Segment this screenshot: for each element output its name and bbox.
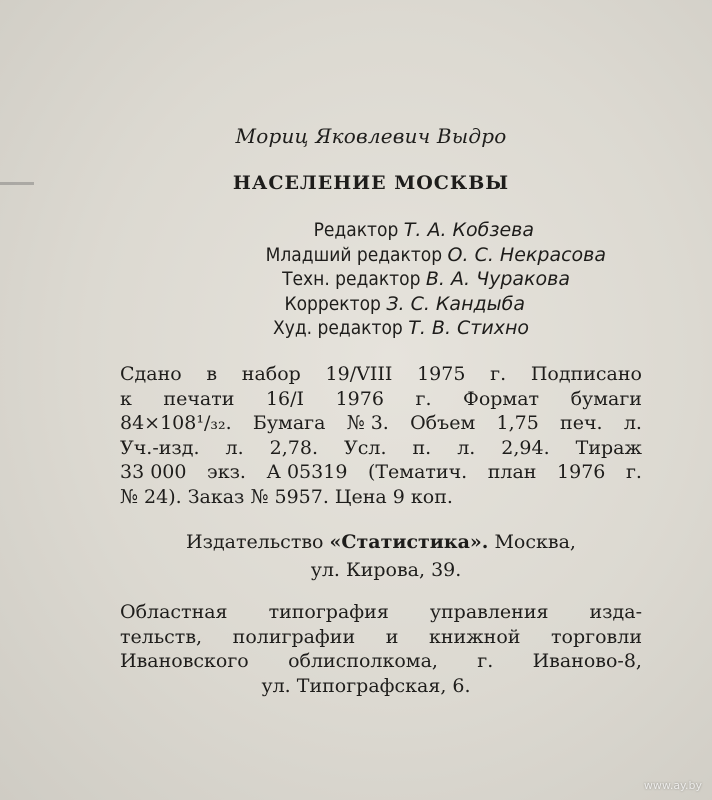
imprint-word: печ. bbox=[560, 412, 603, 434]
imprint-word: Усл. bbox=[344, 436, 387, 459]
printer-word: г. bbox=[477, 650, 494, 672]
imprint-word: Подписано bbox=[530, 363, 642, 385]
imprint-word: Уч.-изд. bbox=[120, 436, 200, 459]
publisher-address: ул. Кирова, 39. bbox=[310, 559, 462, 581]
imprint-word: 33 000 bbox=[120, 461, 187, 483]
publisher-name: «Статистика». bbox=[329, 531, 489, 553]
imprint-word: 1,75 bbox=[496, 412, 539, 434]
imprint-line bbox=[120, 362, 642, 387]
credit-role: Младший редактор bbox=[265, 243, 443, 266]
imprint-word: л. bbox=[225, 436, 244, 459]
imprint-word: 2,94. bbox=[501, 436, 550, 459]
publisher-line bbox=[120, 528, 642, 556]
credit-role: Корректор bbox=[284, 292, 381, 315]
credit-person: Т. В. Стихно bbox=[408, 317, 529, 339]
publisher-prefix: Издательство bbox=[186, 531, 324, 553]
printer-word: торговли bbox=[551, 625, 642, 648]
imprint-word: план bbox=[487, 461, 537, 483]
credit-editor bbox=[158, 218, 606, 243]
imprint-word: 1976 bbox=[557, 461, 606, 483]
imprint-line bbox=[120, 387, 642, 412]
credit-art-editor bbox=[158, 316, 606, 341]
imprint-word: (Тематич. bbox=[367, 461, 468, 483]
imprint-word: к bbox=[120, 387, 132, 410]
printer-address: ул. Типографская, 6. bbox=[261, 674, 471, 697]
printer-word: Ивановского bbox=[120, 650, 249, 672]
imprint-word: п. bbox=[412, 436, 432, 459]
imprint-word: в bbox=[206, 363, 218, 385]
credit-person: О. С. Некрасова bbox=[447, 243, 606, 266]
imprint-word: Объем bbox=[410, 412, 476, 434]
imprint-word: Сдано bbox=[120, 363, 182, 385]
imprint-word: Формат bbox=[463, 387, 540, 410]
imprint-word: 1975 bbox=[417, 363, 466, 385]
printer-word: и bbox=[385, 625, 399, 648]
credit-role: Техн. редактор bbox=[282, 268, 421, 290]
imprint-word: экз. bbox=[207, 461, 246, 483]
credit-person: Т. А. Кобзева bbox=[403, 219, 534, 241]
printer-word: изда- bbox=[589, 601, 642, 623]
printer-word: типография bbox=[268, 601, 389, 623]
imprint-word: л. bbox=[457, 436, 476, 459]
publisher-city: Москва, bbox=[494, 531, 576, 553]
printer-word: тельств, bbox=[120, 625, 203, 648]
imprint-line bbox=[120, 485, 642, 510]
printer-word: полиграфии bbox=[232, 625, 356, 648]
imprint-line bbox=[120, 460, 642, 485]
printer-word: Иваново-8, bbox=[532, 650, 642, 672]
imprint-word: г. bbox=[625, 461, 642, 483]
imprint-word: 84×108¹/₃₂. bbox=[120, 412, 232, 434]
imprint-line bbox=[120, 436, 642, 461]
printer-word: управления bbox=[429, 601, 549, 623]
imprint-word: № 3. bbox=[346, 412, 389, 434]
imprint-word: 1976 bbox=[335, 387, 384, 410]
printer-line bbox=[120, 649, 642, 674]
credit-tech-editor bbox=[158, 267, 606, 292]
imprint-word: 19/VIII bbox=[325, 363, 393, 385]
imprint-word: л. bbox=[623, 412, 642, 434]
imprint-word: № 24). Заказ № 5957. Цена 9 коп. bbox=[120, 485, 453, 508]
imprint-word: бумаги bbox=[570, 387, 642, 410]
imprint-word: г. bbox=[490, 363, 507, 385]
imprint-word: 16/I bbox=[265, 387, 305, 410]
printer-word: Областная bbox=[120, 601, 228, 623]
credit-junior-editor bbox=[158, 243, 606, 268]
imprint-word: печати bbox=[163, 387, 235, 410]
credits-list bbox=[158, 218, 606, 341]
printer-word: книжной bbox=[429, 625, 521, 648]
printer-block bbox=[120, 600, 642, 698]
credit-person: З. С. Кандыба bbox=[386, 292, 525, 315]
credit-role: Редактор bbox=[313, 219, 399, 241]
imprint-block bbox=[120, 362, 642, 509]
imprint-word: 2,78. bbox=[269, 436, 318, 459]
credit-person: В. А. Чуракова bbox=[425, 268, 570, 290]
imprint-word: набор bbox=[241, 363, 301, 385]
imprint-word: Бумага bbox=[252, 412, 326, 434]
author-name: Мориц Яковлевич Выдро bbox=[235, 124, 507, 148]
credit-proofreader bbox=[158, 292, 606, 317]
credit-role: Худ. редактор bbox=[273, 317, 403, 339]
watermark-text: www.ay.by bbox=[643, 779, 702, 792]
imprint-word: г. bbox=[415, 387, 432, 410]
publisher-block bbox=[120, 528, 642, 584]
imprint-word: А 05319 bbox=[266, 461, 348, 483]
printer-line bbox=[120, 600, 642, 625]
printer-word: облисполкома, bbox=[288, 650, 438, 672]
book-title: НАСЕЛЕНИЕ МОСКВЫ bbox=[232, 172, 510, 194]
imprint-word: Тираж bbox=[575, 436, 642, 459]
printer-line bbox=[120, 625, 642, 650]
imprint-line bbox=[120, 411, 642, 436]
